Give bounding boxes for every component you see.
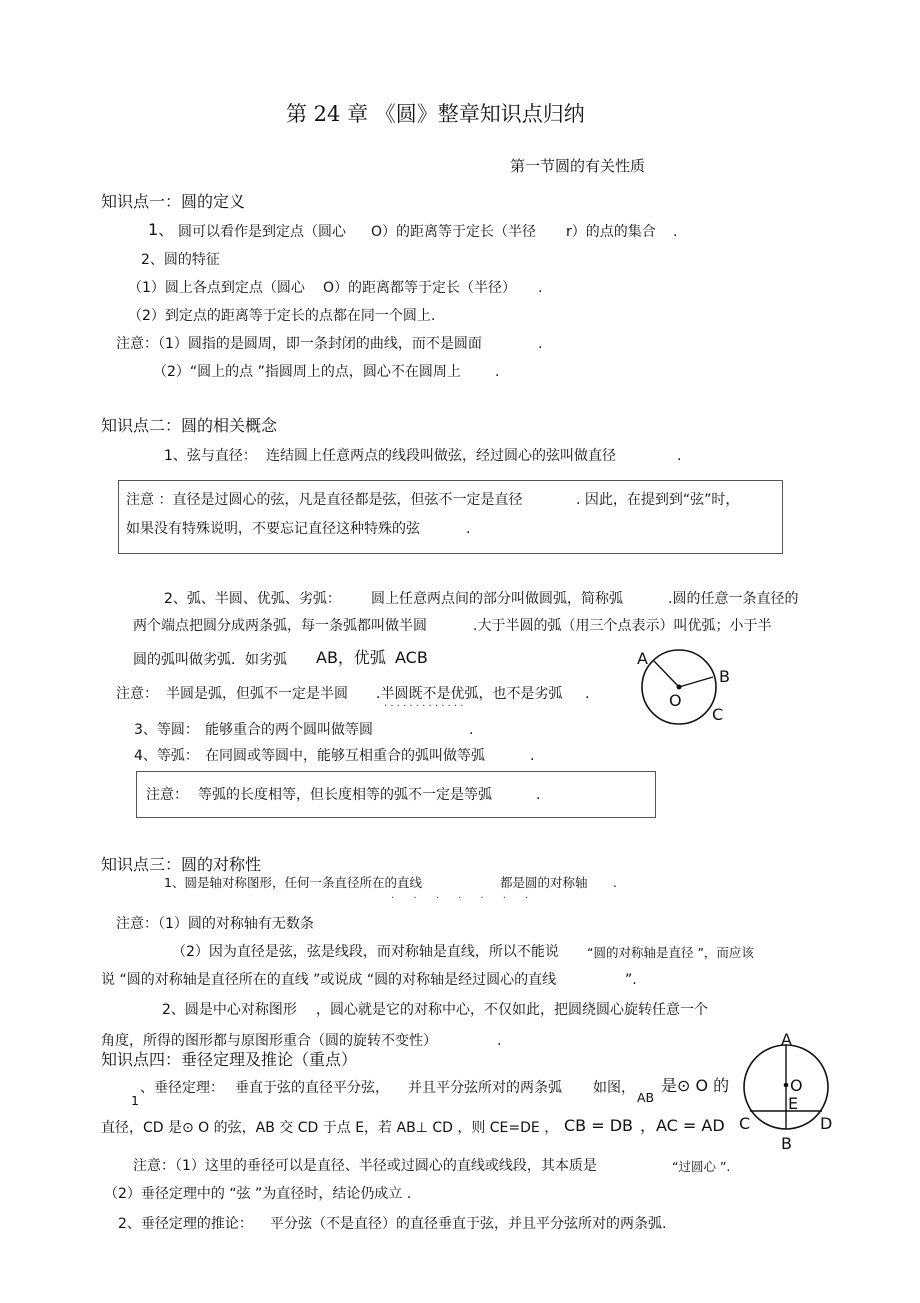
kp2-note-b: 半圆是弧，但弧不一定是半圆 xyxy=(166,686,348,702)
kp4-note1-a: 注意：（1）这里的垂径可以是直径、半径或过圆心的直线或线段，其本质是 xyxy=(133,1158,597,1174)
kp2-item2-c: .圆的任意一条直径的 xyxy=(668,591,799,607)
box1-line1-a: 注意 ：直径是过圆心的弦，凡是直径都是弦，但弦不一定是直径 xyxy=(126,492,523,508)
kp1-note2: （2）“圆上的点 ”指圆周上的点，圆心不在圆周上 xyxy=(153,364,461,380)
kp1-feature2: （2）到定点的距离等于定长的点都在同一个圆上. xyxy=(128,308,436,324)
kp1-item1-num: 1、 xyxy=(148,220,175,239)
kp2-item3-c: . xyxy=(469,722,474,738)
kp1-note2-end: . xyxy=(495,364,500,380)
kp4-item1-f: 是⊙ O 的 xyxy=(661,1076,730,1095)
kp1-item2: 2、圆的特征 xyxy=(141,252,220,268)
kp2-item3-b: 能够重合的两个圆叫做等圆 xyxy=(205,722,373,738)
kp4-item1-line2-b: CB = DB xyxy=(564,1116,634,1135)
box2-a: 注意： xyxy=(146,787,188,803)
kp1-item1-b: O）的距离等于定长（半径 xyxy=(371,224,537,240)
kp3-item1-a: 1、圆是轴对称图形，任何一条直径所在的直线 xyxy=(164,875,422,890)
kp4-item1-num: 1 xyxy=(131,1093,139,1108)
fig2-label-d: D xyxy=(820,1114,833,1133)
fig1-label-c: C xyxy=(712,705,724,724)
kp3-note1: 注意：（1）圆的对称轴有无数条 xyxy=(116,916,314,932)
kp1-item1-a: 圆可以看作是到定点（圆心 xyxy=(178,224,346,240)
kp2-item2-a: 2、弧、半圆、优弧、劣弧： xyxy=(164,591,341,607)
fig2-label-e: E xyxy=(788,1094,799,1113)
kp2-note-a: 注意： xyxy=(116,686,158,702)
kp3-note2-line2-a: 说 “圆的对称轴是直径所在的直线 ”或说成 “圆的对称轴是经过圆心的直线 xyxy=(101,972,557,988)
fig1-label-b: B xyxy=(719,667,730,686)
fig2-label-a: A xyxy=(781,1030,792,1049)
kp3-item1-b: 都是圆的对称轴 xyxy=(500,875,588,890)
box2-c: . xyxy=(536,787,541,803)
kp4-item1-line2-c: ，AC = AD xyxy=(640,1116,725,1135)
emphasis-dots: · · · · · · · · · · · · · xyxy=(384,701,464,712)
box1-line1-b: . 因此，在提到到“弦”时， xyxy=(576,492,740,508)
fig1-label-o: O xyxy=(669,691,682,710)
fig2-label-c: C xyxy=(739,1114,751,1133)
kp2-item1-b: 连结圆上任意两点的线段叫做弦，经过圆心的弦叫做直径 xyxy=(266,448,616,464)
kp2-item2-line3-b: AB，优弧 xyxy=(316,648,386,667)
box1-line2-a: 如果没有特殊说明，不要忘记直径这种特殊的弦 xyxy=(126,521,420,537)
kp3-note2-b: “圆的对称轴是直径 ”，而应该 xyxy=(587,945,754,960)
box1-line2-b: . xyxy=(466,521,471,537)
fig2-label-b: B xyxy=(781,1134,792,1153)
kp4-item1-d: 如图， xyxy=(593,1080,635,1096)
kp4-item1-a: 、垂径定理： xyxy=(140,1080,224,1096)
kp2-item4-c: . xyxy=(530,748,535,764)
box2-b: 等弧的长度相等，但长度相等的弧不一定是等弧 xyxy=(198,787,492,803)
kp3-note2-a: （2）因为直径是弦，弦是线段，而对称轴是直线，所以不能说 xyxy=(172,944,559,960)
kp2-item4-b: 在同圆或等圆中，能够互相重合的弧叫做等弧 xyxy=(205,748,485,764)
kp1-item1-c: r）的点的集合 xyxy=(566,224,656,240)
kp4-heading: 知识点四：垂径定理及推论（重点） xyxy=(101,1050,358,1069)
fig2-label-o: O xyxy=(790,1076,803,1095)
kp1-note1: 注意：（1）圆指的是圆周，即一条封闭的曲线，而不是圆面 xyxy=(116,336,482,352)
kp3-item2-line2-a: 角度，所得的图形都与原图形重合（圆的旋转不变性） xyxy=(101,1033,437,1049)
kp4-item2-b: 平分弦（不是直径）的直径垂直于弦，并且平分弦所对的两条弧. xyxy=(270,1216,667,1232)
kp1-heading: 知识点一：圆的定义 xyxy=(101,192,246,211)
perp-figure-center-dot xyxy=(784,1083,789,1088)
kp1-item1-d: . xyxy=(673,224,678,240)
kp4-note2: （2）垂径定理中的 “弦 ”为直径时，结论仍成立 . xyxy=(104,1186,412,1202)
section-title: 第一节圆的有关性质 xyxy=(510,157,646,175)
kp4-item2-a: 2、垂径定理的推论： xyxy=(118,1216,253,1232)
kp3-note2-line2-b: ”. xyxy=(625,972,637,988)
kp4-item1-e: AB xyxy=(637,1090,655,1105)
kp3-heading: 知识点三：圆的对称性 xyxy=(101,855,262,874)
kp4-item1-c: 并且平分弦所对的两条弧 xyxy=(408,1080,562,1096)
kp2-heading: 知识点二：圆的相关概念 xyxy=(101,416,278,435)
kp1-feature1-c: . xyxy=(538,280,543,296)
kp2-item2-line2-b: .大于半圆的弧（用三个点表示）叫优弧；小于半 xyxy=(473,618,772,634)
page-title: 第 24 章 《圆》整章知识点归纳 xyxy=(286,102,585,126)
kp2-note-d: . xyxy=(585,686,590,702)
kp1-note1-end: . xyxy=(538,336,543,352)
kp3-item2-a: 2、圆是中心对称图形 xyxy=(162,1002,297,1018)
fig1-label-a: A xyxy=(637,649,648,668)
kp2-item2-b: 圆上任意两点间的部分叫做圆弧，简称弧 xyxy=(371,591,623,607)
kp2-item2-line3-c: ACB xyxy=(395,648,428,667)
kp1-feature1-b: O）的距离都等于定长（半径） xyxy=(323,280,517,296)
kp3-item2-b: ，圆心就是它的对称中心，不仅如此，把圆绕圆心旋转任意一个 xyxy=(316,1002,708,1018)
kp2-item2-line3-a: 圆的弧叫做劣弧．如劣弧 xyxy=(133,652,287,668)
kp2-item1-c: . xyxy=(677,448,682,464)
kp3-item2-line2-b: . xyxy=(497,1033,502,1049)
kp2-item4-a: 4、等弧： xyxy=(134,748,199,764)
kp3-emphasis-dots: · · · · · · · xyxy=(391,893,537,904)
kp2-item1-a: 1、弦与直径： xyxy=(164,448,257,464)
kp4-note1-b: “过圆心 ”. xyxy=(672,1159,731,1174)
kp4-item1-b: 垂直于弦的直径平分弦， xyxy=(235,1080,389,1096)
kp2-item2-line2-a: 两个端点把圆分成两条弧，每一条弧都叫做半圆 xyxy=(133,618,427,634)
kp1-feature1-a: （1）圆上各点到定点（圆心 xyxy=(128,280,305,296)
kp3-item1-c: . xyxy=(613,875,617,890)
kp2-item3-a: 3、等圆： xyxy=(134,722,199,738)
kp4-item1-line2-a: 直径，CD 是⊙ O 的弦，AB 交 CD 于点 E，若 AB⊥ CD ，则 CE=DE ， xyxy=(101,1120,559,1136)
kp2-note-c: .半圆既不是优弧，也不是劣弧 xyxy=(376,686,563,702)
